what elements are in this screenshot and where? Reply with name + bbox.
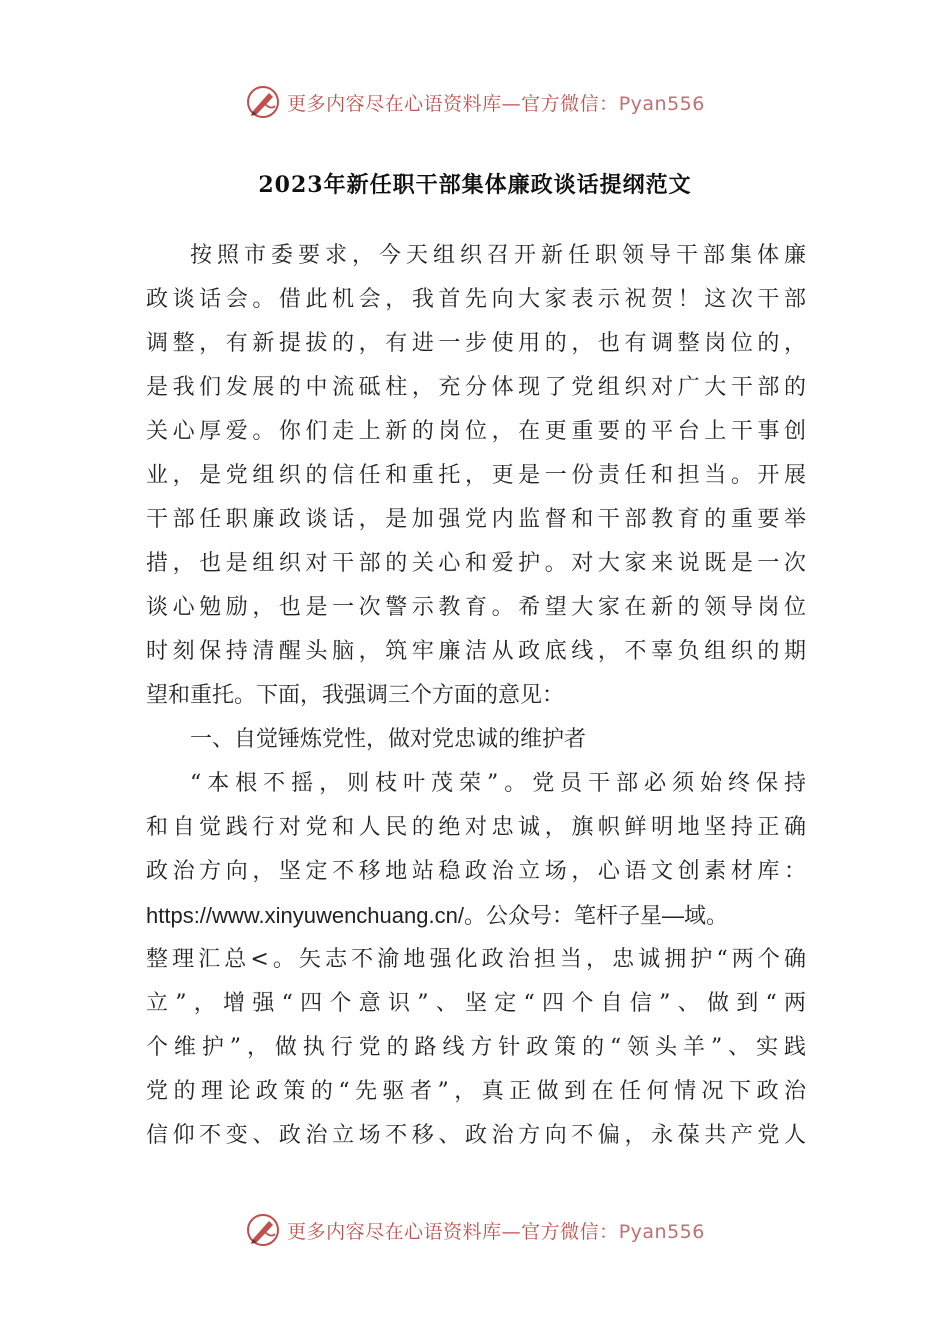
banner-dash: — xyxy=(501,92,522,115)
body-line: 按照市委要求，今天组织召开新任职领导干部集体廉 xyxy=(190,243,806,268)
body-line: 立”，增强“四个意识”、坚定“四个自信”、做到“两 xyxy=(146,991,806,1016)
pen-logo-icon xyxy=(245,84,281,120)
banner-dash: — xyxy=(501,1220,522,1243)
body-line: 整理汇总<。矢志不渝地强化政治担当，忠诚拥护“两个确 xyxy=(146,947,806,972)
body-line: 个维护”，做执行党的路线方针政策的“领头羊”、实践 xyxy=(146,1035,806,1060)
body-line-url: https://www.xinyuwenchuang.cn/。公众号：笔杆子星—域。 xyxy=(146,903,728,928)
document-title: 2023年新任职干部集体廉政谈话提纲范文 xyxy=(258,172,692,198)
body-line: 时刻保持清醒头脑，筑牢廉洁从政底线，不辜负组织的期 xyxy=(146,639,806,664)
banner-wechat-id: Pyan556 xyxy=(618,92,705,115)
body-line: 是我们发展的中流砥柱，充分体现了党组织对广大干部的 xyxy=(146,375,806,400)
body-line: 信仰不变、政治立场不移、政治方向不偏，永葆共产党人 xyxy=(146,1123,806,1148)
body-line: 和自觉践行对党和人民的绝对忠诚，旗帜鲜明地坚持正确 xyxy=(146,815,806,840)
pen-logo-icon xyxy=(245,1212,281,1248)
body-line: 党的理论政策的“先驱者”，真正做到在任何情况下政治 xyxy=(146,1079,806,1104)
body-line: 关心厚爱。你们走上新的岗位，在更重要的平台上干事创 xyxy=(146,419,806,444)
banner-text xyxy=(287,1217,705,1244)
body-line: 干部任职廉政谈话，是加强党内监督和干部教育的重要举 xyxy=(146,507,806,532)
section-heading: 一、自觉锤炼党性，做对党忠诚的维护者 xyxy=(190,727,587,752)
banner-wechat-label: 官方微信： xyxy=(521,92,619,115)
banner-brand: 更多内容尽在心语资料库 xyxy=(287,1220,502,1243)
document-body xyxy=(146,234,806,1158)
banner-text xyxy=(287,89,705,116)
footer-watermark-banner xyxy=(0,1210,950,1250)
banner-wechat-label: 官方微信： xyxy=(521,1220,619,1243)
body-line: 谈心勉励，也是一次警示教育。希望大家在新的领导岗位 xyxy=(146,595,806,620)
body-line: “本根不摇，则枝叶茂荣”。党员干部必须始终保持 xyxy=(190,771,806,796)
body-line: 措，也是组织对干部的关心和爱护。对大家来说既是一次 xyxy=(146,551,806,576)
banner-wechat-id: Pyan556 xyxy=(618,1220,705,1243)
body-line: 政谈话会。借此机会，我首先向大家表示祝贺！这次干部 xyxy=(146,287,806,312)
body-line: 调整，有新提拔的，有进一步使用的，也有调整岗位的， xyxy=(146,331,806,356)
header-watermark-banner xyxy=(0,82,950,122)
body-line: 望和重托。下面，我强调三个方面的意见： xyxy=(146,683,565,708)
body-line: 政治方向，坚定不移地站稳政治立场，心语文创素材库： xyxy=(146,859,806,884)
body-line: 业，是党组织的信任和重托，更是一份责任和担当。开展 xyxy=(146,463,806,488)
banner-brand: 更多内容尽在心语资料库 xyxy=(287,92,502,115)
